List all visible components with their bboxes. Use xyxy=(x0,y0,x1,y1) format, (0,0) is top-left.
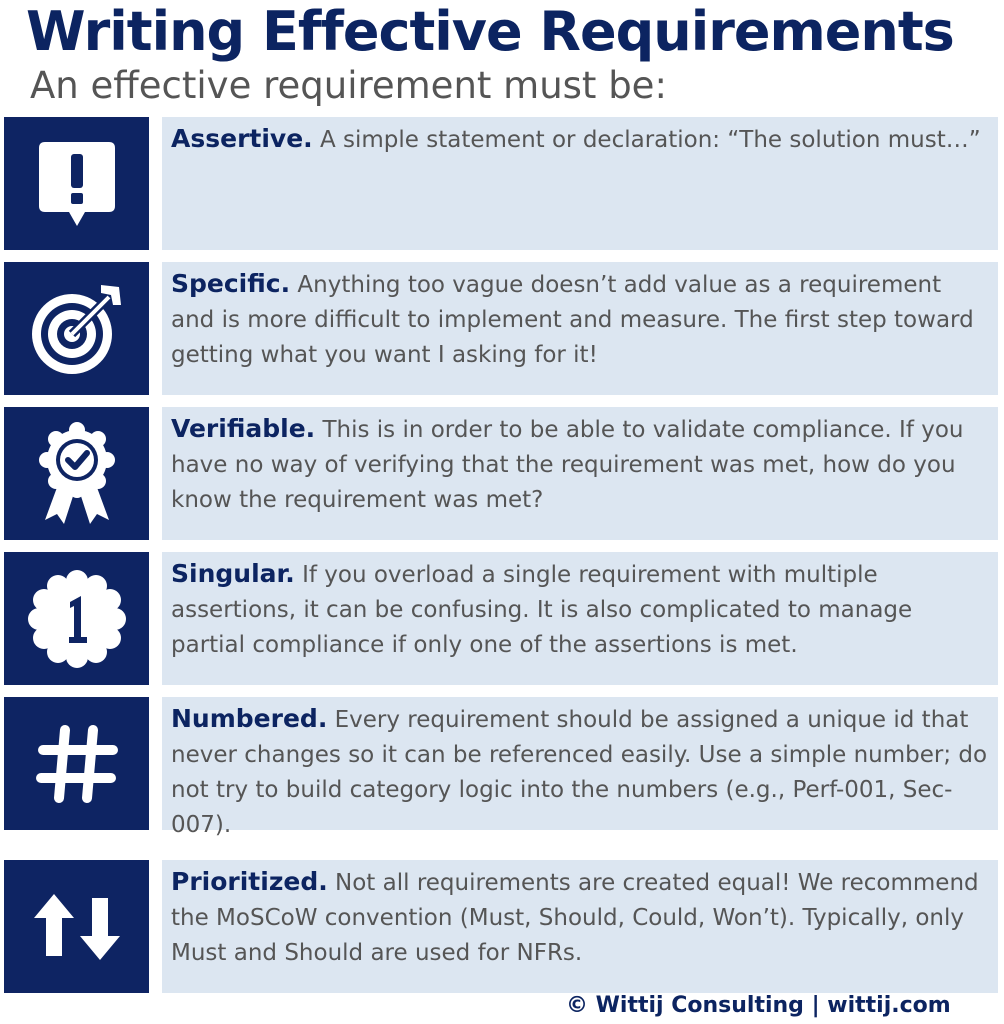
requirement-term-punct: . xyxy=(318,867,328,896)
requirement-row-singular xyxy=(4,552,998,685)
footer-credit: © Wittij Consulting | wittij.com xyxy=(566,993,951,1018)
requirement-description xyxy=(171,266,990,373)
target-arrow-icon xyxy=(27,279,127,379)
requirement-description xyxy=(171,411,990,518)
requirement-term: Assertive xyxy=(171,124,304,153)
requirement-text: This is in order to be able to validate compliance. If you have no way of verifying that the requirement was met, how do you know the requirement was met? xyxy=(171,417,964,513)
requirement-panel xyxy=(162,860,998,993)
requirement-term: Verifiable. xyxy=(171,414,316,443)
page-title: Writing Effective Requirements xyxy=(26,0,954,63)
requirement-term: Specific xyxy=(171,269,281,298)
icon-panel xyxy=(4,407,149,540)
requirement-term-punct: . xyxy=(303,124,313,153)
up-down-arrows-icon xyxy=(32,892,122,962)
icon-panel xyxy=(4,262,149,395)
requirement-term: Prioritized xyxy=(171,867,319,896)
award-ribbon-check-icon xyxy=(37,422,117,526)
icon-panel xyxy=(4,552,149,685)
exclamation-speech-bubble-icon xyxy=(37,136,117,232)
page-subtitle: An effective requirement must be: xyxy=(30,64,667,107)
requirement-row-numbered xyxy=(4,697,998,838)
requirement-row-assertive xyxy=(4,117,998,250)
requirement-row-verifiable xyxy=(4,407,998,540)
requirement-term: Numbered xyxy=(171,704,318,733)
requirement-panel xyxy=(162,262,998,395)
requirement-term-punct: . xyxy=(280,269,291,298)
requirement-description xyxy=(171,121,990,158)
icon-panel xyxy=(4,697,149,830)
number-one-badge-icon xyxy=(27,569,127,669)
requirement-row-prioritized xyxy=(4,860,998,993)
requirement-description xyxy=(171,864,990,971)
requirement-panel xyxy=(162,697,998,838)
requirement-panel xyxy=(162,552,998,685)
requirement-text: Every requirement should be assigned a unique id that never changes so it can be referenced easily. Use a simple number; do not try to build category logic into the numbers (e.g., Perf-001, Sec-007). xyxy=(171,707,988,838)
requirement-text: Not all requirements are created equal! We recommend the MoSCoW convention (Must, Should, Could, Won’t). Typically, only Must and Should are used for NFRs. xyxy=(171,870,979,966)
requirement-text: If you overload a single requirement with multiple assertions, it can be confusing. It is also complicated to manage partial compliance if only one of the assertions is met. xyxy=(171,562,913,658)
icon-panel xyxy=(4,860,149,993)
requirement-panel xyxy=(162,117,998,250)
requirement-text: A simple statement or declaration: “The solution must…” xyxy=(312,127,981,153)
requirement-description xyxy=(171,701,990,843)
icon-panel xyxy=(4,117,149,250)
requirement-panel xyxy=(162,407,998,540)
hashtag-icon xyxy=(35,722,119,806)
requirement-row-specific xyxy=(4,262,998,395)
requirement-description xyxy=(171,556,990,663)
requirement-term: Singular. xyxy=(171,559,295,588)
requirement-term-punct: . xyxy=(317,704,328,733)
requirement-text: Anything too vague doesn’t add value as a requirement and is more difficult to implement and measure. The first step toward getting what you want I asking for it! xyxy=(171,272,974,368)
